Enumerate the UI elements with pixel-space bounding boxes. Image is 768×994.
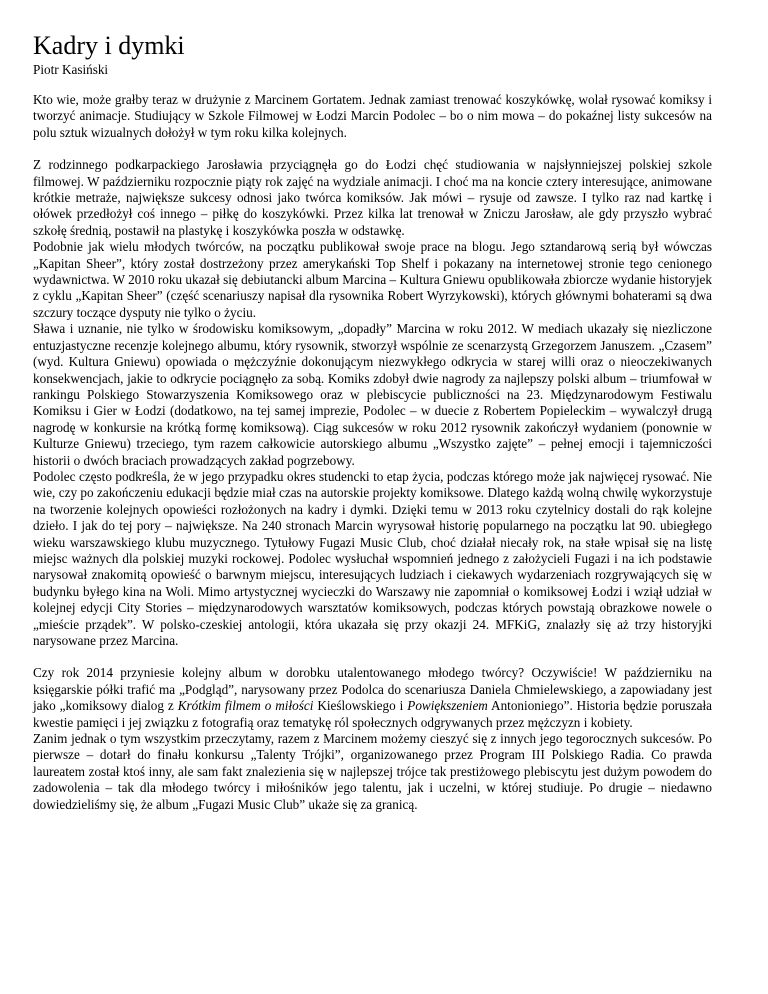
paragraph-6-mid: Kieślowskiego i: [313, 698, 408, 714]
article-author: Piotr Kasiński: [33, 62, 109, 77]
paragraph-4: Sława i uznanie, nie tylko w środowisku komiksowym, „dopadły” Marcina w roku 2012. W mediach ukazały się niezliczone entuzjastyczne recenzje kolejnego albumu, który rysownik, stworzył wspólnie ze scenarzystą Grzegorzem Januszem. „Czasem” (wyd. Kultura Gniewu) opowiada o mężczyźnie dokonującym niezwykłego odkrycia w starej willi oraz o nieoczekiwanych konsekwencjach, jakie to odkrycie pociągnęło za sobą. Komiks zdobył dwie nagrody za najlepszy polski album – triumfował w rankingu Polskiego Stowarzyszenia Komiksowego oraz w plebiscycie publiczności na 23. Międzynarodowym Festiwalu Komiksu i Gier w Łodzi (dodatkowo, na tej samej imprezie, Podolec – w duecie z Robertem Popieleckim – wywalczył drugą nagrodę w konkursie na krótką formę komiksową). Ciąg sukcesów w roku 2012 rysownik zakończył wydaniem (ponownie w Kulturze Gniewu) trzeciego, tym razem całkowicie autorskiego albumu „Wszystko zajęte” – pełnej emocji i tajemniczości historii o dwóch braciach prowadzących zakład pogrzebowy.: [33, 321, 712, 468]
paragraph-7: Zanim jednak o tym wszystkim przeczytamy, razem z Marcinem możemy cieszyć się z innych jego tegorocznych sukcesów. Po pierwsze – dotarł do finału konkursu „Talenty Trójki”, organizowanego przez Program III Polskiego Radia. Co prawda laureatem został ktoś inny, ale sam fakt znalezienia się w najlepszej trójce tak prestiżowego plebiscytu jest dużym powodem do zadowolenia – tak dla młodego twórcy i miłośników jego talentu, jak i uczelni, w której studiuje. Po drugie – niedawno dowiedzieliśmy się, że album „Fugazi Music Club” ukaże się za granicą.: [33, 731, 712, 812]
paragraph-6: [33, 665, 712, 731]
paragraph-6-start: Czy rok 2014 przyniesie kolejny album w dorobku utalentowanego młodego twórcy? Oczywiście! W październiku na księgarskie półki trafić ma „Podgląd”, narysowany przez Podolca do scenariusza Daniela Chmielewskiego, a zapowiadany jest jako „komiksowy dialog z: [33, 665, 712, 714]
paragraph-2: Z rodzinnego podkarpackiego Jarosławia przyciągnęła go do Łodzi chęć studiowania w najsłynniejszej polskiej szkole filmowej. W październiku rozpocznie piąty rok zajęć na wydziale animacji. I choć ma na koncie cztery interesujące, animowane krótkie metraże, największe sukcesy odnosi jako twórca komiksów. Jak mówi – rysuje od zawsze. I tylko raz nad kartkę i ołówek przedłożył coś innego – piłkę do koszykówki. Przez kilka lat trenował w Zniczu Jarosław, ale gdy przyszło wybrać szkołę średnią, postawił na plastykę i koszykówka poszła w odstawkę.: [33, 157, 712, 238]
paragraph-5: Podolec często podkreśla, że w jego przypadku okres studencki to etap życia, podczas którego może jak najwięcej rysować. Nie wie, czy po zakończeniu edukacji będzie miał czas na autorskie projekty komiksowe. Dlatego każdą wolną chwilę wykorzystuje na tworzenie kolejnych opowieści rozłożonych na kadry i dymki. Dzięki temu w 2013 roku czytelnicy dostali do rąk kolejne dzieło. I jak do tej pory – największe. Na 240 stronach Marcin wyrysował historię popularnego na początku lat 90. ubiegłego wieku warszawskiego klubu muzycznego. Tytułowy Fugazi Music Club, choć działał niecały rok, na stałe wpisał się na listę miejsc ważnych dla polskiej muzyki rockowej. Podolec wysłuchał wspomnień jednego z założycieli Fugazi i na ich podstawie narysował znakomitą opowieść o barwnym miejscu, interesujących ludziach i ciekawych wydarzeniach rozgrywających się w budynku byłego kina na Woli. Mimo artystycznej wycieczki do Warszawy nie zapomniał o komiksowej Łodzi i wziął udział w kolejnej edycji City Stories – międzynarodowych warsztatów komiksowych, podczas których powstają obrazkowe nowele o „mieście prządek”. W polsko-czeskiej antologii, która ukazała się przy okazji 24. MFKiG, znalazły się aż trzy historyjki narysowane przez Marcina.: [33, 468, 712, 648]
paragraph-6-italic-2: Powiększeniem: [407, 698, 488, 714]
paragraph-3: Podobnie jak wielu młodych twórców, na początku publikował swoje prace na blogu. Jego sztandarową serią był wówczas „Kapitan Sheer”, który został dostrzeżony przez amerykański Top Shelf i pokazany na internetowej stronie tego cenionego wydawnictwa. W 2010 roku ukazał się debiutancki album Marcina – Kultura Gniewu opublikowała zbiorcze wydanie historyjek z cyklu „Kapitan Sheer” (część scenariuszy napisał dla rysownika Robert Wyrzykowski), których głównymi bohaterami są dwa szczury toczące dysputy nie tylko o życiu.: [33, 239, 712, 320]
paragraph-6-end: Antonioniego”. Historia będzie poruszała kwestie pamięci i jej związku z fotografią oraz tematykę ról społecznych odgrywanych przez mężczyzn i kobiety.: [33, 698, 713, 730]
article-title: Kadry i dymki: [33, 31, 185, 60]
paragraph-6-italic-1: Krótkim filmem o miłości: [177, 698, 314, 714]
paragraph-1: Kto wie, może grałby teraz w drużynie z Marcinem Gortatem. Jednak zamiast trenować koszykówkę, wolał rysować komiksy i tworzyć animacje. Studiujący w Szkole Filmowej w Łodzi Marcin Podolec – bo o nim mowa – do pokaźnej listy sukcesów na polu sztuk wizualnych dołożył w tym roku kilka kolejnych.: [33, 92, 712, 140]
